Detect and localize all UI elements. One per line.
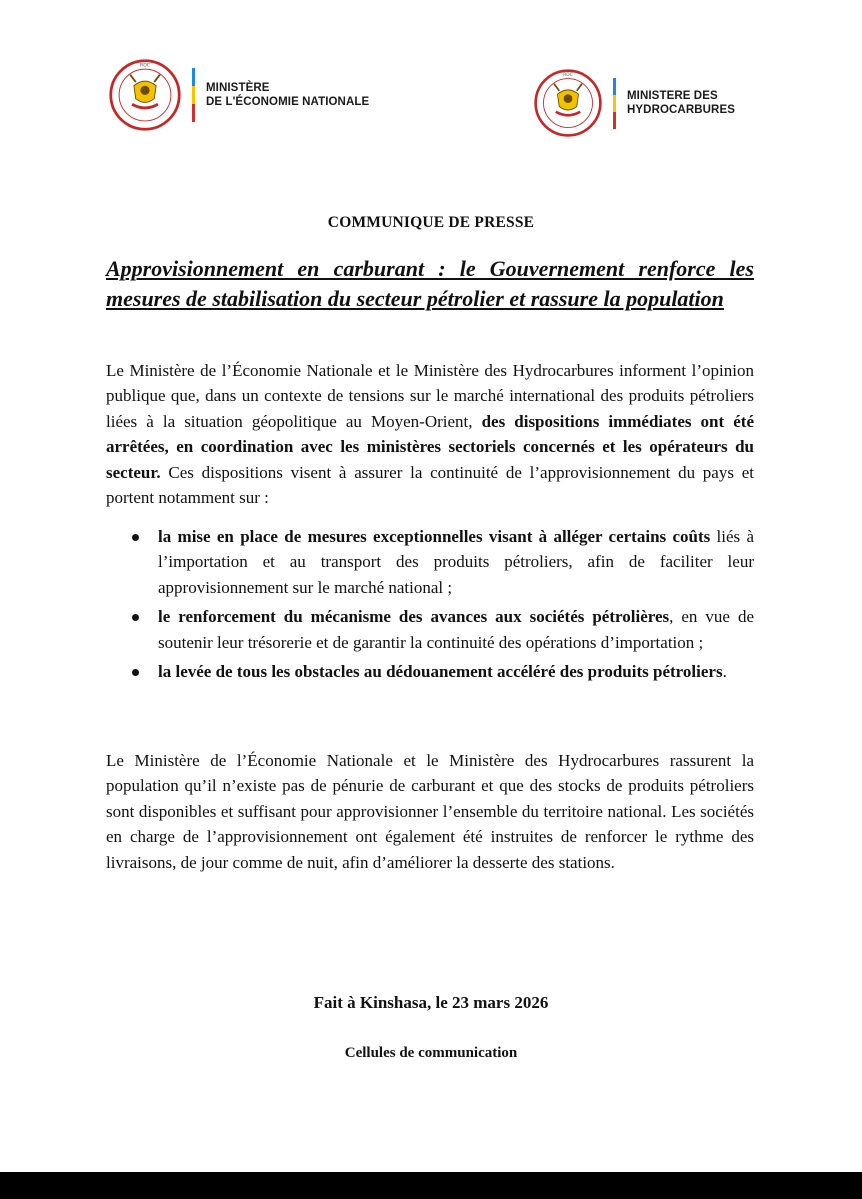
- measures-list: [106, 524, 754, 688]
- place-and-date: Fait à Kinshasa, le 23 mars 2026: [313, 993, 549, 1012]
- ministry-left-line1: MINISTÈRE: [206, 82, 270, 94]
- government-seal-icon: [533, 68, 603, 138]
- government-seal-icon: [108, 58, 182, 132]
- bullet-icon: [132, 614, 139, 621]
- document-title: Approvisionnement en carburant : le Gouvernement renforce les mesures de stabilisation du secteur pétrolier et rassure la population: [106, 256, 754, 311]
- list-item-text: .: [722, 662, 727, 682]
- list-item-text: liés à l’importation et au transport des produits pétroliers, afin de faciliter leur approvisionnement sur le marché national ;: [158, 527, 755, 597]
- flag-color-bar: [613, 78, 616, 129]
- flag-color-bar: [192, 68, 195, 122]
- list-item-text: , en vue de soutenir leur trésorerie et de garantir la continuité des opérations d’importation ;: [158, 607, 754, 652]
- bullet-icon: [132, 534, 139, 541]
- paragraph-intro-text-a: Le Ministère de l’Économie Nationale et le Ministère des Hydrocarbures informent l’opinion publique que, dans un contexte de tensions sur le marché international des produits pétroliers liées à la situation géopolitique au Moyen-Orient,: [106, 361, 754, 431]
- ministry-left-line2: DE L'ÉCONOMIE NATIONALE: [206, 96, 370, 108]
- signature: Cellules de communication: [344, 1045, 518, 1061]
- list-item-bold: la levée de tous les obstacles au dédouanement accéléré des produits pétroliers: [158, 662, 723, 682]
- list-item-bold: la mise en place de mesures exceptionnelles visant à alléger certains coûts: [158, 527, 711, 546]
- paragraph-intro-text-b: Ces dispositions visent à assurer la continuité de l’approvisionnement du pays et portent notamment sur :: [106, 462, 754, 508]
- paragraph-reassurance: Le Ministère de l’Économie Nationale et le Ministère des Hydrocarbures rassurent la population qu’il n’existe pas de pénurie de carburant et que des stocks de produits pétroliers sont disponibles et suffisant pour approvisionner l’ensemble du territoire national. Les sociétés en charge de l’approvisionnement ont également été instruites de renforcer le rythme des livraisons, de jour comme de nuit, afin d’améliorer la desserte des stations.: [106, 751, 754, 872]
- ministry-name-left: [206, 81, 369, 109]
- svg-text:RDC: RDC: [140, 63, 150, 69]
- svg-text:RDC: RDC: [563, 72, 573, 78]
- press-release-label: COMMUNIQUE DE PRESSE: [327, 214, 535, 231]
- list-item: [106, 659, 754, 684]
- bullet-icon: [132, 669, 139, 676]
- logo-hydrocarbures: [533, 68, 735, 138]
- ministry-right-line1: MINISTERE DES: [627, 90, 718, 102]
- paragraph-intro-bold: des dispositions immédiates ont été arrêtées, en coordination avec les ministères sectoriels concernés et les opérateurs du secteur.: [106, 411, 754, 482]
- paragraph-intro: [106, 358, 754, 510]
- logo-economie-nationale: [108, 58, 369, 132]
- list-item: [106, 604, 754, 655]
- ministry-right-line2: HYDROCARBURES: [627, 104, 736, 116]
- list-item-bold: le renforcement du mécanisme des avances aux sociétés pétrolières: [158, 607, 670, 627]
- ministry-name-right: [627, 89, 735, 117]
- list-item: [106, 524, 754, 600]
